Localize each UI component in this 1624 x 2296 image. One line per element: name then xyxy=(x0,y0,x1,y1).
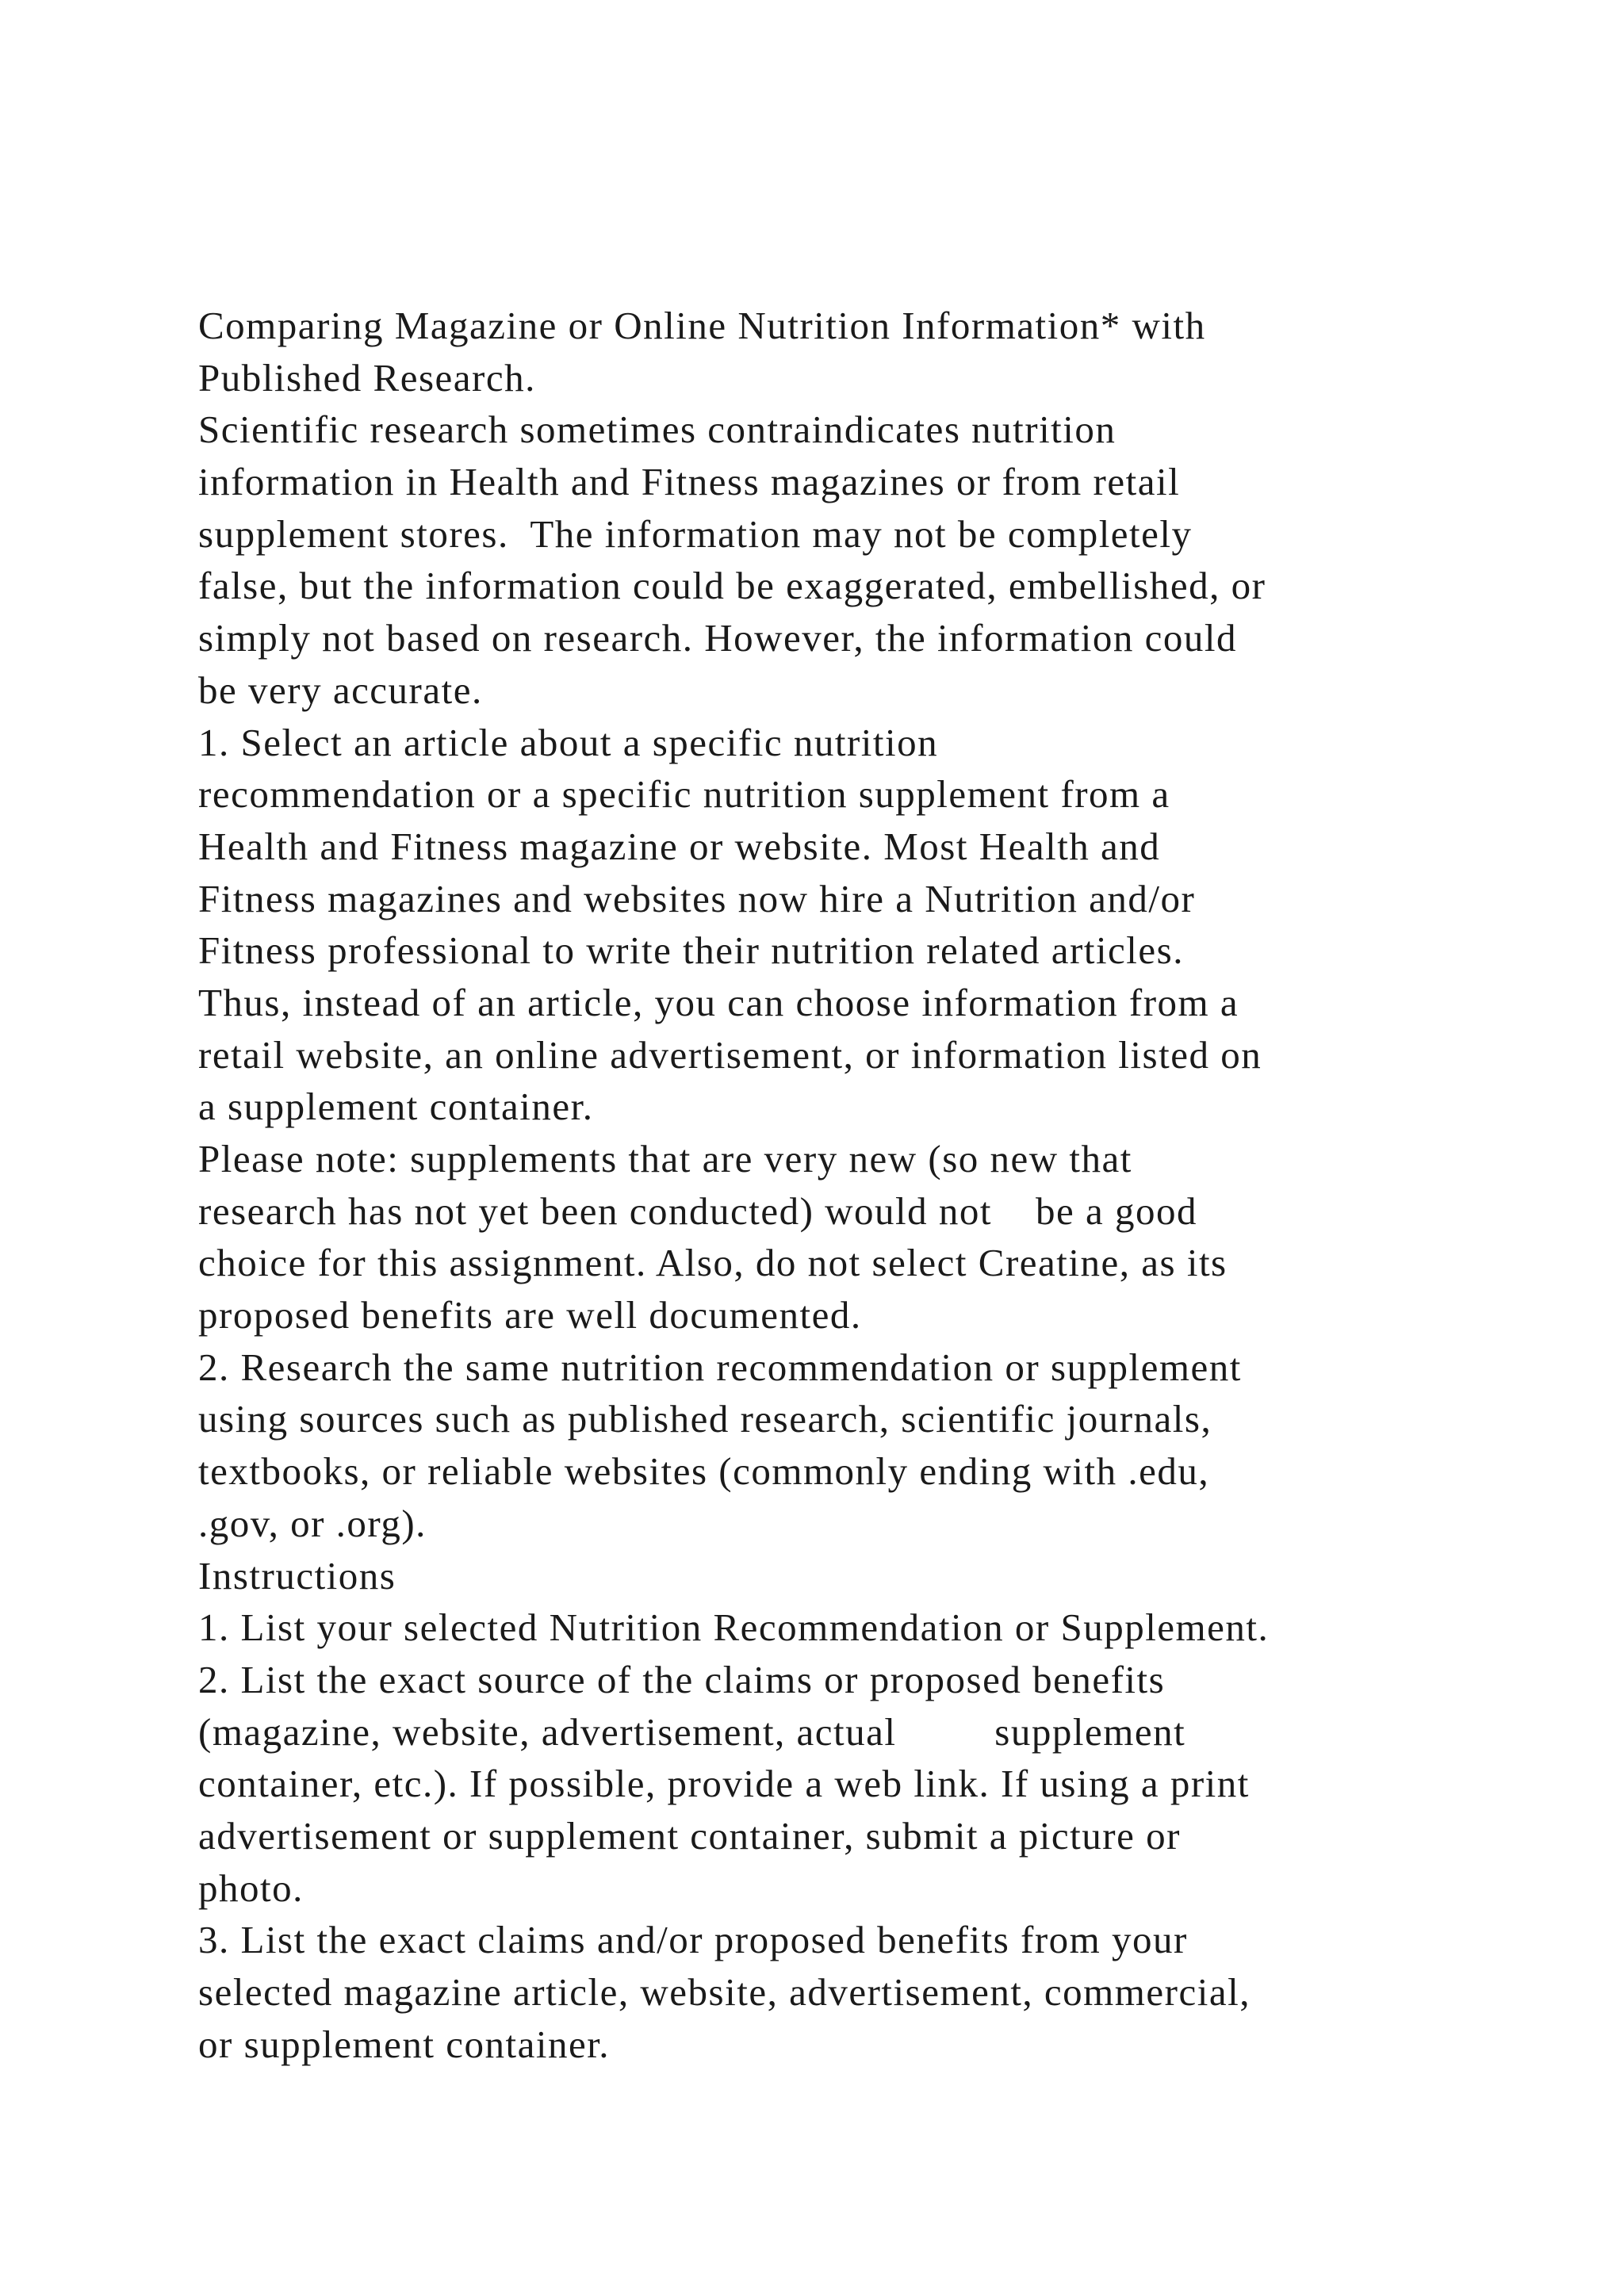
note-line: choice for this assignment. Also, do not select Creatine, as its xyxy=(198,1241,1228,1285)
note-line: Please note: supplements that are very new (so new that xyxy=(198,1137,1132,1181)
instructions-heading: Instructions xyxy=(198,1553,396,1598)
title-line-1: Comparing Magazine or Online Nutrition Information* with xyxy=(198,304,1206,347)
title-line-2: Published Research. xyxy=(198,355,536,400)
step-1-line: a supplement container. xyxy=(198,1085,594,1129)
step-1-line: Fitness professional to write their nutrition related articles. xyxy=(198,928,1184,973)
instruction-line: 2. List the exact source of the claims or proposed benefits xyxy=(198,1657,1166,1701)
step-1-line: Thus, instead of an article, you can choose information from a xyxy=(198,980,1239,1024)
instruction-line: (magazine, website, advertisement, actual supplement xyxy=(198,1709,1186,1754)
step-1-line: 1. Select an article about a specific nutrition xyxy=(198,720,939,764)
step-1-line: retail website, an online advertisement, or information listed on xyxy=(198,1032,1262,1077)
instruction-line: container, etc.). If possible, provide a web link. If using a print xyxy=(198,1762,1250,1806)
instruction-line: 1. List your selected Nutrition Recommendation or Supplement. xyxy=(198,1605,1270,1650)
instruction-line: or supplement container. xyxy=(198,2022,611,2066)
intro-line: information in Health and Fitness magazines or from retail xyxy=(198,460,1181,504)
document-body xyxy=(198,300,1546,2070)
step-1-line: Health and Fitness magazine or website. Most Health and xyxy=(198,824,1161,868)
instruction-line: selected magazine article, website, advertisement, commercial, xyxy=(198,1970,1251,2014)
intro-line: simply not based on research. However, the information could xyxy=(198,616,1237,660)
step-2-line: .gov, or .org). xyxy=(198,1501,427,1545)
instruction-line: advertisement or supplement container, submit a picture or xyxy=(198,1813,1181,1858)
step-2-line: 2. Research the same nutrition recommendation or supplement xyxy=(198,1345,1242,1389)
intro-line: false, but the information could be exaggerated, embellished, or xyxy=(198,564,1266,608)
note-line: research has not yet been conducted) would not be a good xyxy=(198,1188,1198,1233)
instruction-line: 3. List the exact claims and/or proposed benefits from your xyxy=(198,1918,1188,1962)
instruction-line: photo. xyxy=(198,1866,304,1910)
step-1-line: recommendation or a specific nutrition supplement from a xyxy=(198,772,1170,817)
step-1-line: Fitness magazines and websites now hire a Nutrition and/or xyxy=(198,876,1196,920)
intro-line: be very accurate. xyxy=(198,668,483,712)
note-line: proposed benefits are well documented. xyxy=(198,1293,862,1337)
step-2-line: textbooks, or reliable websites (commonly ending with .edu, xyxy=(198,1449,1210,1494)
intro-line: Scientific research sometimes contraindicates nutrition xyxy=(198,408,1116,452)
step-2-line: using sources such as published research, scientific journals, xyxy=(198,1397,1212,1441)
intro-line: supplement stores. The information may not be completely xyxy=(198,511,1193,556)
